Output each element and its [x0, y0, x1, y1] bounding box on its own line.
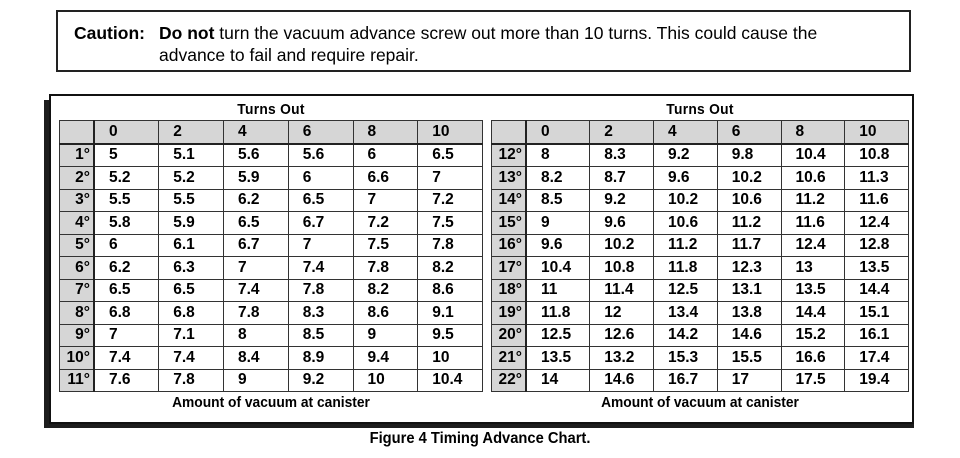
vacuum-value-cell: 7.4: [94, 347, 159, 370]
table-row: [492, 347, 909, 370]
vacuum-value-cell: 11.7: [717, 234, 781, 257]
vacuum-value-cell: 11.3: [845, 167, 909, 190]
table-row: [60, 369, 483, 392]
column-header: 8: [781, 121, 845, 144]
vacuum-value-cell: 13.5: [781, 279, 845, 302]
vacuum-value-cell: 8.5: [288, 324, 353, 347]
vacuum-value-cell: 7.2: [353, 212, 418, 235]
advance-table-left: [59, 120, 483, 392]
vacuum-value-cell: 13: [781, 257, 845, 280]
vacuum-value-cell: 7.1: [159, 324, 224, 347]
vacuum-value-cell: 12.4: [781, 234, 845, 257]
degree-cell: 6°: [60, 257, 95, 280]
chart-panel-right: [491, 100, 909, 414]
vacuum-value-cell: 5.8: [94, 212, 159, 235]
vacuum-value-cell: 6: [94, 234, 159, 257]
vacuum-value-cell: 11.8: [654, 257, 718, 280]
table-row: [60, 212, 483, 235]
vacuum-value-cell: 6.5: [224, 212, 289, 235]
vacuum-value-cell: 10.2: [654, 189, 718, 212]
vacuum-value-cell: 5.5: [159, 189, 224, 212]
vacuum-value-cell: 5.1: [159, 144, 224, 167]
degree-cell: 17°: [492, 257, 527, 280]
vacuum-value-cell: 6.6: [353, 167, 418, 190]
table-row: [60, 302, 483, 325]
vacuum-value-cell: 10.4: [418, 369, 483, 392]
degree-cell: 16°: [492, 234, 527, 257]
column-header: 0: [526, 121, 590, 144]
vacuum-value-cell: 8.7: [590, 167, 654, 190]
vacuum-value-cell: 16.6: [781, 347, 845, 370]
vacuum-value-cell: 14.6: [717, 324, 781, 347]
degree-cell: 2°: [60, 167, 95, 190]
column-header: 6: [717, 121, 781, 144]
table-row: [492, 167, 909, 190]
vacuum-value-cell: 9.2: [590, 189, 654, 212]
vacuum-value-cell: 10.2: [590, 234, 654, 257]
vacuum-value-cell: 7.2: [418, 189, 483, 212]
vacuum-value-cell: 10.6: [717, 189, 781, 212]
vacuum-value-cell: 6.5: [159, 279, 224, 302]
table-row: [492, 234, 909, 257]
degree-cell: 4°: [60, 212, 95, 235]
vacuum-value-cell: 9: [353, 324, 418, 347]
vacuum-value-cell: 10.2: [717, 167, 781, 190]
column-header: 8: [353, 121, 418, 144]
vacuum-value-cell: 11.6: [781, 212, 845, 235]
caution-emphasis: Do not: [159, 23, 215, 43]
table-row: [60, 167, 483, 190]
column-header: 0: [94, 121, 159, 144]
vacuum-value-cell: 9: [526, 212, 590, 235]
degree-cell: 21°: [492, 347, 527, 370]
vacuum-value-cell: 9.5: [418, 324, 483, 347]
table-row: [492, 144, 909, 167]
vacuum-value-cell: 6.5: [418, 144, 483, 167]
vacuum-value-cell: 11: [526, 279, 590, 302]
caution-box: [56, 10, 911, 72]
vacuum-value-cell: 13.4: [654, 302, 718, 325]
table-row: [60, 144, 483, 167]
vacuum-value-cell: 7.8: [159, 369, 224, 392]
vacuum-value-cell: 13.8: [717, 302, 781, 325]
vacuum-value-cell: 6.5: [94, 279, 159, 302]
degree-cell: 19°: [492, 302, 527, 325]
vacuum-value-cell: 16.1: [845, 324, 909, 347]
column-header: 6: [288, 121, 353, 144]
vacuum-value-cell: 11.8: [526, 302, 590, 325]
vacuum-value-cell: 13.1: [717, 279, 781, 302]
vacuum-value-cell: 12.6: [590, 324, 654, 347]
vacuum-value-cell: 8.3: [590, 144, 654, 167]
advance-table-right: [491, 120, 909, 392]
column-header: 2: [159, 121, 224, 144]
corner-cell: [60, 121, 95, 144]
vacuum-value-cell: 6.7: [288, 212, 353, 235]
degree-cell: 1°: [60, 144, 95, 167]
vacuum-value-cell: 6: [288, 167, 353, 190]
vacuum-value-cell: 8.2: [353, 279, 418, 302]
vacuum-value-cell: 6.5: [288, 189, 353, 212]
column-header: 2: [590, 121, 654, 144]
turns-out-header-left: Turns Out: [237, 101, 305, 118]
timing-advance-chart: [49, 94, 914, 424]
vacuum-value-cell: 14.6: [590, 369, 654, 392]
degree-cell: 20°: [492, 324, 527, 347]
vacuum-value-cell: 11.2: [781, 189, 845, 212]
table-row: [60, 347, 483, 370]
vacuum-value-cell: 5.5: [94, 189, 159, 212]
table-row: [492, 257, 909, 280]
vacuum-value-cell: 8.4: [224, 347, 289, 370]
caution-text-1: turn the vacuum advance screw out more than 10 turns. This could cause the: [214, 23, 818, 43]
degree-cell: 3°: [60, 189, 95, 212]
vacuum-footer-right: Amount of vacuum at canister: [601, 394, 799, 411]
vacuum-value-cell: 6.8: [94, 302, 159, 325]
corner-cell: [492, 121, 527, 144]
vacuum-value-cell: 9.1: [418, 302, 483, 325]
vacuum-value-cell: 10: [418, 347, 483, 370]
vacuum-value-cell: 6.2: [224, 189, 289, 212]
vacuum-value-cell: 8.6: [418, 279, 483, 302]
table-row: [492, 324, 909, 347]
vacuum-value-cell: 8: [526, 144, 590, 167]
degree-cell: 14°: [492, 189, 527, 212]
degree-cell: 22°: [492, 369, 527, 392]
vacuum-value-cell: 13.5: [526, 347, 590, 370]
figure-caption: Figure 4 Timing Advance Chart.: [369, 430, 591, 447]
degree-cell: 8°: [60, 302, 95, 325]
vacuum-value-cell: 9.6: [654, 167, 718, 190]
vacuum-value-cell: 14.4: [781, 302, 845, 325]
vacuum-value-cell: 6.7: [224, 234, 289, 257]
vacuum-value-cell: 12.3: [717, 257, 781, 280]
vacuum-value-cell: 6.2: [94, 257, 159, 280]
vacuum-value-cell: 9.8: [717, 144, 781, 167]
vacuum-value-cell: 6.1: [159, 234, 224, 257]
vacuum-value-cell: 12.5: [654, 279, 718, 302]
vacuum-value-cell: 7.4: [159, 347, 224, 370]
vacuum-value-cell: 16.7: [654, 369, 718, 392]
vacuum-value-cell: 7: [94, 324, 159, 347]
chart-panel-left: [59, 100, 483, 414]
vacuum-value-cell: 8.3: [288, 302, 353, 325]
column-header: 4: [224, 121, 289, 144]
vacuum-value-cell: 7.8: [353, 257, 418, 280]
vacuum-value-cell: 17: [717, 369, 781, 392]
vacuum-value-cell: 10.6: [654, 212, 718, 235]
vacuum-value-cell: 7.8: [224, 302, 289, 325]
vacuum-value-cell: 9.4: [353, 347, 418, 370]
table-row: [492, 302, 909, 325]
vacuum-value-cell: 17.5: [781, 369, 845, 392]
table-row: [492, 279, 909, 302]
caution-line-1: [74, 22, 895, 44]
vacuum-value-cell: 7: [418, 167, 483, 190]
vacuum-value-cell: 17.4: [845, 347, 909, 370]
vacuum-value-cell: 6: [353, 144, 418, 167]
vacuum-value-cell: 14.2: [654, 324, 718, 347]
vacuum-value-cell: 15.3: [654, 347, 718, 370]
vacuum-value-cell: 6.3: [159, 257, 224, 280]
vacuum-value-cell: 7.6: [94, 369, 159, 392]
vacuum-value-cell: 7: [288, 234, 353, 257]
vacuum-value-cell: 8.2: [418, 257, 483, 280]
column-header-row: [60, 121, 483, 144]
table-row: [60, 257, 483, 280]
vacuum-value-cell: 10: [353, 369, 418, 392]
vacuum-value-cell: 7: [353, 189, 418, 212]
table-row: [60, 234, 483, 257]
vacuum-value-cell: 9.6: [526, 234, 590, 257]
column-header: 10: [418, 121, 483, 144]
vacuum-value-cell: 7.5: [418, 212, 483, 235]
vacuum-value-cell: 13.5: [845, 257, 909, 280]
table-row: [492, 189, 909, 212]
vacuum-value-cell: 5.9: [159, 212, 224, 235]
vacuum-value-cell: 7.4: [288, 257, 353, 280]
vacuum-value-cell: 5.6: [288, 144, 353, 167]
vacuum-value-cell: 5.6: [224, 144, 289, 167]
vacuum-value-cell: 7.8: [288, 279, 353, 302]
caution-label: Caution:: [74, 23, 145, 43]
vacuum-value-cell: 12.5: [526, 324, 590, 347]
table-row: [60, 189, 483, 212]
vacuum-value-cell: 12.4: [845, 212, 909, 235]
degree-cell: 11°: [60, 369, 95, 392]
vacuum-value-cell: 11.2: [717, 212, 781, 235]
vacuum-value-cell: 9.6: [590, 212, 654, 235]
vacuum-value-cell: 8.5: [526, 189, 590, 212]
vacuum-value-cell: 8.6: [353, 302, 418, 325]
vacuum-value-cell: 11.6: [845, 189, 909, 212]
vacuum-value-cell: 9.2: [288, 369, 353, 392]
table-row: [60, 279, 483, 302]
column-header-row: [492, 121, 909, 144]
caution-text-2: advance to fail and require repair.: [159, 45, 419, 65]
vacuum-value-cell: 15.2: [781, 324, 845, 347]
degree-cell: 10°: [60, 347, 95, 370]
vacuum-value-cell: 6.8: [159, 302, 224, 325]
degree-cell: 9°: [60, 324, 95, 347]
vacuum-value-cell: 13.2: [590, 347, 654, 370]
vacuum-value-cell: 7.4: [224, 279, 289, 302]
vacuum-value-cell: 5.2: [94, 167, 159, 190]
degree-cell: 7°: [60, 279, 95, 302]
degree-cell: 12°: [492, 144, 527, 167]
vacuum-value-cell: 10.4: [781, 144, 845, 167]
vacuum-value-cell: 8.2: [526, 167, 590, 190]
table-row: [492, 369, 909, 392]
vacuum-value-cell: 10.8: [845, 144, 909, 167]
vacuum-value-cell: 15.5: [717, 347, 781, 370]
degree-cell: 13°: [492, 167, 527, 190]
degree-cell: 18°: [492, 279, 527, 302]
vacuum-value-cell: 10.6: [781, 167, 845, 190]
vacuum-value-cell: 12.8: [845, 234, 909, 257]
turns-out-header-right: Turns Out: [666, 101, 734, 118]
vacuum-value-cell: 10.8: [590, 257, 654, 280]
vacuum-value-cell: 15.1: [845, 302, 909, 325]
column-header: 4: [654, 121, 718, 144]
advance-table-body-right: [492, 144, 909, 392]
vacuum-footer-left: Amount of vacuum at canister: [172, 394, 370, 411]
vacuum-value-cell: 8.9: [288, 347, 353, 370]
vacuum-value-cell: 5: [94, 144, 159, 167]
table-row: [492, 212, 909, 235]
vacuum-value-cell: 8: [224, 324, 289, 347]
degree-cell: 15°: [492, 212, 527, 235]
degree-cell: 5°: [60, 234, 95, 257]
vacuum-value-cell: 5.9: [224, 167, 289, 190]
vacuum-value-cell: 11.4: [590, 279, 654, 302]
column-header: 10: [845, 121, 909, 144]
vacuum-value-cell: 11.2: [654, 234, 718, 257]
vacuum-value-cell: 9: [224, 369, 289, 392]
vacuum-value-cell: 19.4: [845, 369, 909, 392]
vacuum-value-cell: 5.2: [159, 167, 224, 190]
advance-table-body-left: [60, 144, 483, 392]
vacuum-value-cell: 7: [224, 257, 289, 280]
table-row: [60, 324, 483, 347]
vacuum-value-cell: 7.8: [418, 234, 483, 257]
vacuum-value-cell: 7.5: [353, 234, 418, 257]
vacuum-value-cell: 12: [590, 302, 654, 325]
vacuum-value-cell: 14.4: [845, 279, 909, 302]
vacuum-value-cell: 10.4: [526, 257, 590, 280]
vacuum-value-cell: 14: [526, 369, 590, 392]
vacuum-value-cell: 9.2: [654, 144, 718, 167]
